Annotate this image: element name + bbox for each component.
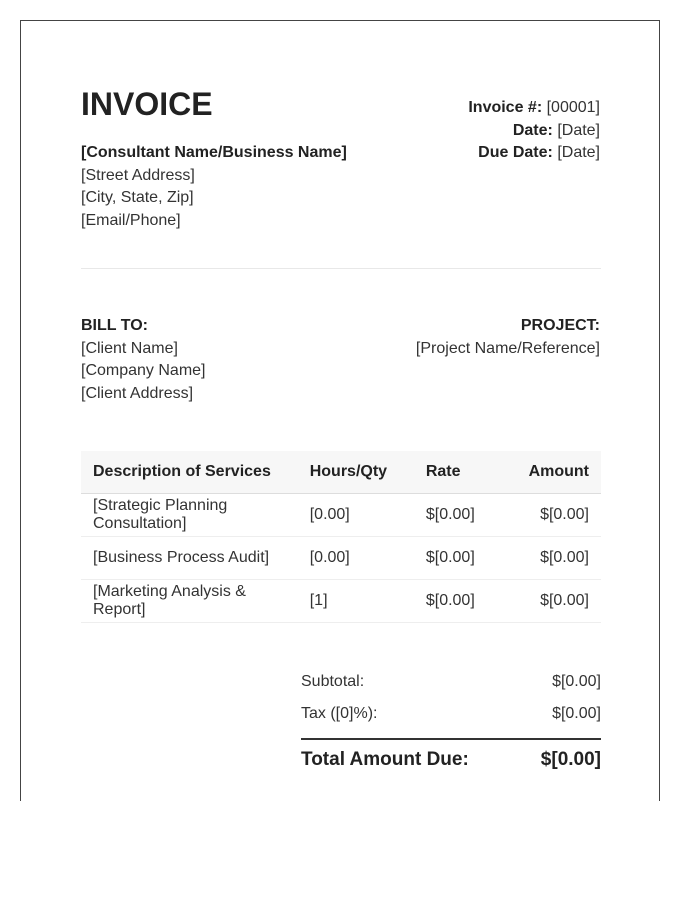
invoice-page: [20, 20, 660, 801]
invoice-date-value: [Date]: [557, 121, 600, 139]
row-hours: [0.00]: [298, 494, 414, 537]
row-rate: $[0.00]: [414, 580, 502, 623]
row-amount: $[0.00]: [502, 537, 601, 580]
client-name: [Client Name]: [81, 339, 178, 357]
tax-label: Tax ([0]%):: [301, 705, 378, 722]
invoice-number-row: [468, 97, 600, 120]
row-rate: $[0.00]: [414, 537, 502, 580]
row-description: [Marketing Analysis & Report]: [81, 580, 298, 623]
header-divider: [81, 268, 601, 269]
invoice-meta: [468, 97, 600, 165]
row-rate: $[0.00]: [414, 494, 502, 537]
total-due-label: Total Amount Due:: [301, 749, 469, 770]
invoice-due-value: [Date]: [557, 144, 600, 161]
table-row: [81, 537, 601, 580]
invoice-number-value: [00001]: [546, 99, 600, 116]
invoice-title: INVOICE: [81, 86, 213, 122]
table-row: [81, 580, 601, 623]
row-hours: [1]: [298, 580, 414, 623]
consultant-name: [Consultant Name/Business Name]: [81, 144, 347, 161]
subtotal-label: Subtotal:: [301, 673, 365, 690]
tax-value: $[0.00]: [552, 705, 601, 722]
row-hours: [0.00]: [298, 537, 414, 580]
total-due-row: [301, 738, 601, 778]
consultant-block: [81, 142, 347, 232]
invoice-due-label: Due Date:: [478, 144, 553, 161]
consultant-city: [City, State, Zip]: [81, 189, 194, 206]
bill-to-heading: BILL TO:: [81, 317, 148, 334]
total-due-value: $[0.00]: [540, 749, 601, 770]
services-table: [81, 451, 601, 623]
project-heading: PROJECT:: [520, 317, 600, 334]
table-row: [81, 494, 601, 537]
project-block: [416, 315, 600, 360]
invoice-due-row: [468, 142, 600, 165]
client-company: [Company Name]: [81, 362, 206, 379]
consultant-contact: [Email/Phone]: [81, 211, 181, 229]
client-address: [Client Address]: [81, 384, 194, 402]
row-description: [Strategic Planning Consultation]: [81, 494, 298, 537]
table-header-row: [81, 451, 601, 494]
project-reference: [Project Name/Reference]: [415, 339, 600, 357]
subtotal-row: [301, 666, 601, 698]
invoice-number-label: Invoice #:: [468, 99, 543, 116]
invoice-date-label: Date:: [512, 121, 553, 139]
totals-block: [301, 666, 601, 778]
tax-row: [301, 698, 601, 730]
row-amount: $[0.00]: [502, 580, 601, 623]
row-amount: $[0.00]: [502, 494, 601, 537]
consultant-street: [Street Address]: [81, 166, 195, 184]
invoice-date-row: [468, 120, 600, 143]
column-header-rate: Rate: [414, 451, 502, 494]
column-header-description: Description of Services: [81, 451, 298, 494]
column-header-amount: Amount: [502, 451, 601, 494]
column-header-hours: Hours/Qty: [298, 451, 414, 494]
subtotal-value: $[0.00]: [552, 673, 601, 690]
bill-to-block: [81, 315, 206, 405]
row-description: [Business Process Audit]: [81, 537, 298, 580]
